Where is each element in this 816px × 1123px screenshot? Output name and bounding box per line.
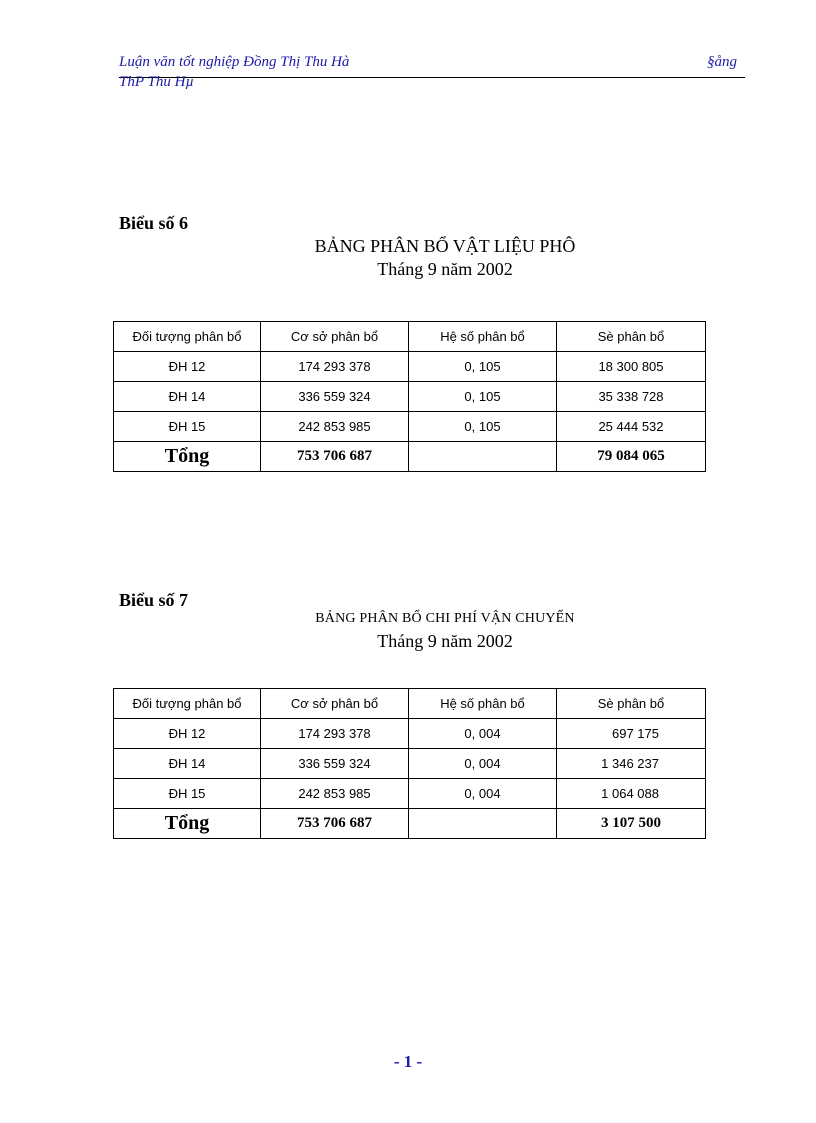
table6-title: BẢNG PHÂN BỔ VẬT LIỆU PHÔ bbox=[314, 236, 576, 256]
table7-label: Biểu số 7 bbox=[119, 590, 189, 610]
total-base: 753 706 687 bbox=[261, 442, 409, 472]
table-cell: ĐH 14 bbox=[114, 749, 261, 779]
column-header: Hệ số phân bổ bbox=[409, 322, 557, 352]
table-cell: 18 300 805 bbox=[557, 352, 706, 382]
table-row bbox=[114, 382, 706, 412]
table-cell: 336 559 324 bbox=[261, 382, 409, 412]
table-total-row bbox=[114, 809, 706, 839]
table-cell: 336 559 324 bbox=[261, 749, 409, 779]
header-right-text: §ång bbox=[707, 54, 737, 70]
page-number: - 1 - bbox=[393, 1052, 423, 1071]
table-cell: ĐH 15 bbox=[114, 412, 261, 442]
table-cell: 174 293 378 bbox=[261, 352, 409, 382]
column-header: Sè phân bổ bbox=[557, 322, 706, 352]
table-cell: 0, 004 bbox=[409, 779, 557, 809]
table6-subtitle: Tháng 9 năm 2002 bbox=[377, 259, 513, 279]
table-cell: 0, 105 bbox=[409, 412, 557, 442]
table-row bbox=[114, 749, 706, 779]
column-header: Đối tượng phân bổ bbox=[114, 689, 261, 719]
table-total-row bbox=[114, 442, 706, 472]
header-left-text: Luận văn tốt nghiệp Đồng Thị Thu Hà bbox=[119, 54, 350, 70]
table-cell: 35 338 728 bbox=[557, 382, 706, 412]
table-cell: 242 853 985 bbox=[261, 779, 409, 809]
table-cell: ĐH 14 bbox=[114, 382, 261, 412]
total-base: 753 706 687 bbox=[261, 809, 409, 839]
column-header: Sè phân bổ bbox=[557, 689, 706, 719]
table-cell: 25 444 532 bbox=[557, 412, 706, 442]
column-header: Cơ sở phân bổ bbox=[261, 689, 409, 719]
table-cell: 174 293 378 bbox=[261, 719, 409, 749]
total-amount: 3 107 500 bbox=[557, 809, 706, 839]
table7 bbox=[113, 688, 706, 839]
table-cell: ĐH 12 bbox=[114, 352, 261, 382]
total-label: Tổng bbox=[114, 809, 261, 839]
table6 bbox=[113, 321, 706, 472]
running-header bbox=[119, 54, 745, 78]
table-cell: 697 175 bbox=[557, 719, 706, 749]
total-label: Tổng bbox=[114, 442, 261, 472]
table-row bbox=[114, 412, 706, 442]
table7-title: BẢNG PHÂN BỔ CHI PHÍ VẬN CHUYỂN bbox=[315, 611, 575, 626]
table-cell: ĐH 15 bbox=[114, 779, 261, 809]
column-header: Đối tượng phân bổ bbox=[114, 322, 261, 352]
table-header-row bbox=[114, 689, 706, 719]
column-header: Cơ sở phân bổ bbox=[261, 322, 409, 352]
table-cell: 0, 105 bbox=[409, 352, 557, 382]
table6-label: Biểu số 6 bbox=[119, 213, 189, 233]
table-header-row bbox=[114, 322, 706, 352]
table-cell: 242 853 985 bbox=[261, 412, 409, 442]
total-coef bbox=[409, 442, 557, 472]
table-cell: 1 064 088 bbox=[557, 779, 706, 809]
table-cell: ĐH 12 bbox=[114, 719, 261, 749]
table-row bbox=[114, 719, 706, 749]
table-cell: 1 346 237 bbox=[557, 749, 706, 779]
header-sub-text: ThP Thu Hµ bbox=[119, 74, 195, 90]
table-cell: 0, 105 bbox=[409, 382, 557, 412]
total-amount: 79 084 065 bbox=[557, 442, 706, 472]
table7-subtitle: Tháng 9 năm 2002 bbox=[377, 631, 513, 651]
table-row bbox=[114, 352, 706, 382]
table-cell: 0, 004 bbox=[409, 719, 557, 749]
column-header: Hệ số phân bổ bbox=[409, 689, 557, 719]
total-coef bbox=[409, 809, 557, 839]
table-row bbox=[114, 779, 706, 809]
table-cell: 0, 004 bbox=[409, 749, 557, 779]
